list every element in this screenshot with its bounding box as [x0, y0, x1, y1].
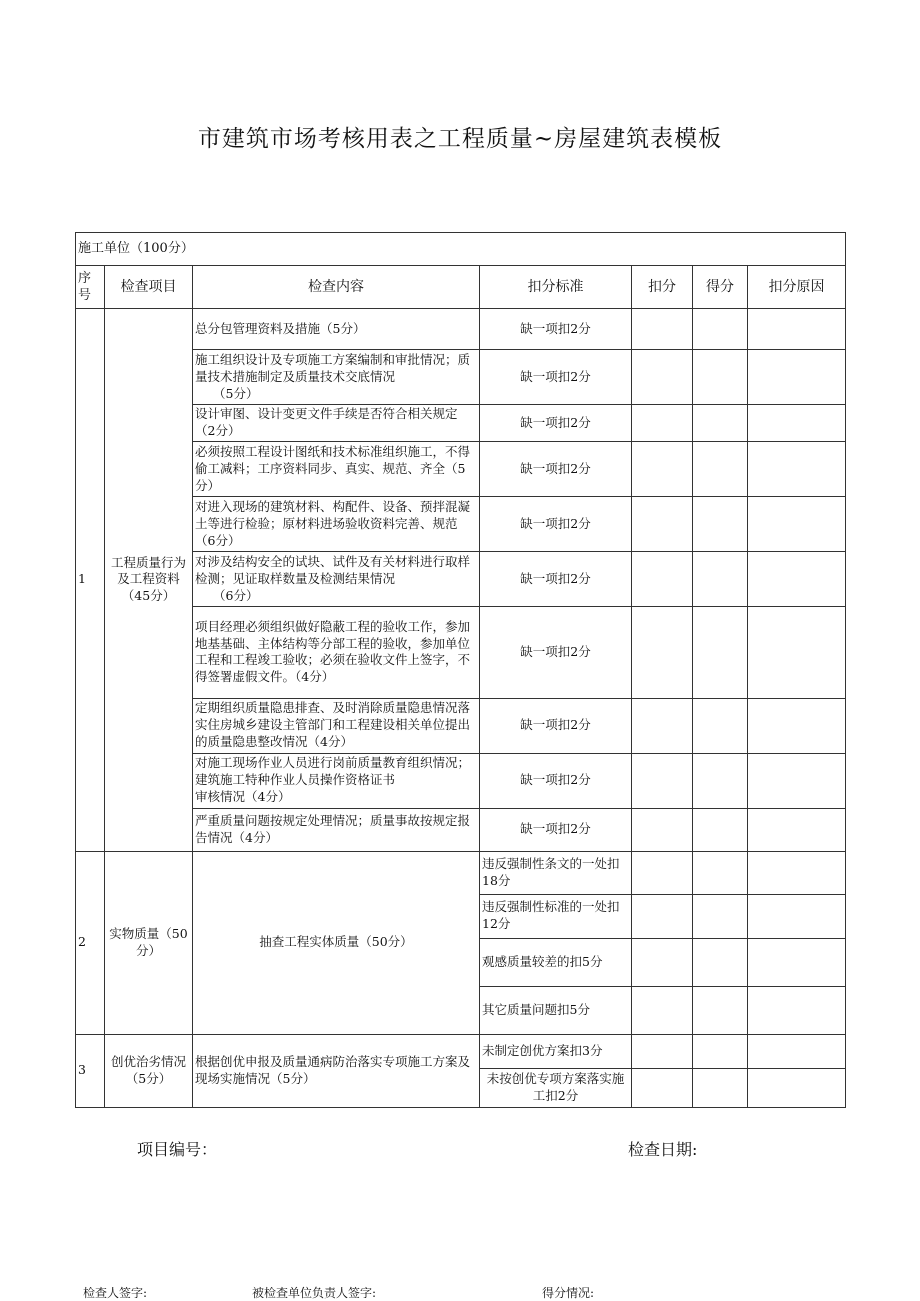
- deduct-standard: 未按创优专项方案落实施工扣2分: [480, 1068, 632, 1107]
- reason-cell[interactable]: [748, 851, 846, 894]
- header-reason: 扣分原因: [748, 266, 846, 309]
- check-content: [193, 350, 480, 405]
- header-item: 检查项目: [105, 266, 193, 309]
- score-cell[interactable]: [693, 607, 748, 698]
- reason-cell[interactable]: [748, 698, 846, 753]
- score-cell[interactable]: [693, 1034, 748, 1068]
- reason-cell[interactable]: [748, 808, 846, 851]
- unit-row: [76, 233, 846, 266]
- deduct-standard: 违反强制性条文的一处扣18分: [480, 851, 632, 894]
- score-cell[interactable]: [693, 552, 748, 607]
- score-cell[interactable]: [693, 753, 748, 808]
- deduct-cell[interactable]: [632, 497, 693, 552]
- score-cell[interactable]: [693, 309, 748, 350]
- group-item: 实物质量（50分）: [105, 851, 193, 1034]
- check-content-line: （5分）: [213, 385, 259, 401]
- header-seq: 序号: [76, 266, 105, 309]
- deduct-cell[interactable]: [632, 607, 693, 698]
- table-row: [76, 1034, 846, 1068]
- reason-cell[interactable]: [748, 497, 846, 552]
- deduct-standard: 缺一项扣2分: [480, 442, 632, 497]
- deduct-standard: 缺一项扣2分: [480, 497, 632, 552]
- deduct-cell[interactable]: [632, 938, 693, 986]
- check-content-line: 对涉及结构安全的试块、试件及有关材料进行取样检测；见证取样数量及检测结果情况: [195, 554, 471, 586]
- check-content-line: 审核情况（4分）: [195, 789, 291, 805]
- check-content: 对进入现场的建筑材料、构配件、设备、预拌混凝土等进行检验；原材料进场验收资料完善、规范（6分）: [193, 497, 480, 552]
- header-content: 检查内容: [193, 266, 480, 309]
- deduct-cell[interactable]: [632, 986, 693, 1034]
- score-cell[interactable]: [693, 698, 748, 753]
- deduct-standard: 观感质量较差的扣5分: [480, 938, 632, 986]
- reason-cell[interactable]: [748, 894, 846, 938]
- reason-cell[interactable]: [748, 753, 846, 808]
- score-cell[interactable]: [693, 851, 748, 894]
- reason-cell[interactable]: [748, 938, 846, 986]
- reason-cell[interactable]: [748, 350, 846, 405]
- unit-label: 施工单位（100分）: [76, 233, 846, 266]
- deduct-standard: 缺一项扣2分: [480, 552, 632, 607]
- deduct-cell[interactable]: [632, 309, 693, 350]
- header-row: [76, 266, 846, 309]
- table-row: [76, 851, 846, 894]
- score-cell[interactable]: [693, 350, 748, 405]
- score-cell[interactable]: [693, 986, 748, 1034]
- check-content: 严重质量问题按规定处理情况；质量事故按规定报告情况（4分）: [193, 808, 480, 851]
- reason-cell[interactable]: [748, 986, 846, 1034]
- reason-cell[interactable]: [748, 607, 846, 698]
- score-cell[interactable]: [693, 442, 748, 497]
- check-content: [193, 552, 480, 607]
- group-seq: 1: [76, 309, 105, 852]
- deduct-standard: 缺一项扣2分: [480, 607, 632, 698]
- deduct-cell[interactable]: [632, 350, 693, 405]
- reason-cell[interactable]: [748, 1034, 846, 1068]
- deduct-cell[interactable]: [632, 552, 693, 607]
- deduct-standard: 其它质量问题扣5分: [480, 986, 632, 1034]
- check-content: [193, 753, 480, 808]
- deduct-cell[interactable]: [632, 1068, 693, 1107]
- reason-cell[interactable]: [748, 1068, 846, 1107]
- check-content: 根据创优申报及质量通病防治落实专项施工方案及现场实施情况（5分）: [193, 1034, 480, 1107]
- page-title: 市建筑市场考核用表之工程质量~房屋建筑表模板: [197, 126, 723, 152]
- deduct-standard: 缺一项扣2分: [480, 808, 632, 851]
- project-number-label: 项目编号：: [137, 1140, 218, 1159]
- deduct-standard: 缺一项扣2分: [480, 698, 632, 753]
- group-item: 工程质量行为及工程资料（45分）: [105, 309, 193, 852]
- deduct-cell[interactable]: [632, 698, 693, 753]
- score-cell[interactable]: [693, 1068, 748, 1107]
- inspector-signature-label: 检查人签字:: [83, 1286, 148, 1300]
- reason-cell[interactable]: [748, 309, 846, 350]
- score-cell[interactable]: [693, 894, 748, 938]
- check-date-label: 检查日期:: [628, 1140, 698, 1159]
- check-content-line: 施工组织设计及专项施工方案编制和审批情况；质量技术措施制定及质量技术交底情况: [195, 351, 471, 384]
- check-content: 设计审图、设计变更文件手续是否符合相关规定（2分）: [193, 405, 480, 442]
- check-content: 定期组织质量隐患排查、及时消除质量隐患情况落实住房城乡建设主管部门和工程建设相关单位提出的质量隐患整改情况（4分）: [193, 698, 480, 753]
- check-content: 抽查工程实体质量（50分）: [193, 851, 480, 1034]
- reason-cell[interactable]: [748, 405, 846, 442]
- score-cell[interactable]: [693, 405, 748, 442]
- check-content-line: 对施工现场作业人员进行岗前质量教育组织情况；建筑施工特种作业人员操作资格证书: [195, 755, 471, 788]
- group-item: 创优治劣情况（5分）: [105, 1034, 193, 1107]
- header-standard: 扣分标准: [480, 266, 632, 309]
- deduct-cell[interactable]: [632, 753, 693, 808]
- table-row: [76, 309, 846, 350]
- deduct-cell[interactable]: [632, 1034, 693, 1068]
- deduct-cell[interactable]: [632, 808, 693, 851]
- reason-cell[interactable]: [748, 442, 846, 497]
- reason-cell[interactable]: [748, 552, 846, 607]
- inspected-unit-signature-label: 被检查单位负责人签字:: [252, 1286, 377, 1300]
- deduct-standard: 未制定创优方案扣3分: [480, 1034, 632, 1068]
- group-seq: 3: [76, 1034, 105, 1107]
- score-status-label: 得分情况:: [542, 1286, 595, 1300]
- deduct-standard: 违反强制性标准的一处扣12分: [480, 894, 632, 938]
- group-seq: 2: [76, 851, 105, 1034]
- header-deduct: 扣分: [632, 266, 693, 309]
- score-cell[interactable]: [693, 938, 748, 986]
- deduct-standard: 缺一项扣2分: [480, 309, 632, 350]
- deduct-cell[interactable]: [632, 442, 693, 497]
- deduct-standard: 缺一项扣2分: [480, 753, 632, 808]
- score-cell[interactable]: [693, 497, 748, 552]
- header-score: 得分: [693, 266, 748, 309]
- check-content-line: （6分）: [213, 587, 259, 603]
- check-content: 必须按照工程设计图纸和技术标准组织施工，不得偷工减料；工序资料同步、真实、规范、齐全（5分）: [193, 442, 480, 497]
- score-cell[interactable]: [693, 808, 748, 851]
- deduct-standard: 缺一项扣2分: [480, 350, 632, 405]
- check-content: 总分包管理资料及措施（5分）: [193, 309, 480, 350]
- deduct-cell[interactable]: [632, 851, 693, 894]
- deduct-standard: 缺一项扣2分: [480, 405, 632, 442]
- check-content: 项目经理必须组织做好隐蔽工程的验收工作，参加地基基础、主体结构等分部工程的验收，参加单位工程和工程竣工验收；必须在验收文件上签字，不得签署虚假文件。（4分）: [193, 607, 480, 698]
- deduct-cell[interactable]: [632, 405, 693, 442]
- inspection-table: [75, 232, 846, 1108]
- deduct-cell[interactable]: [632, 894, 693, 938]
